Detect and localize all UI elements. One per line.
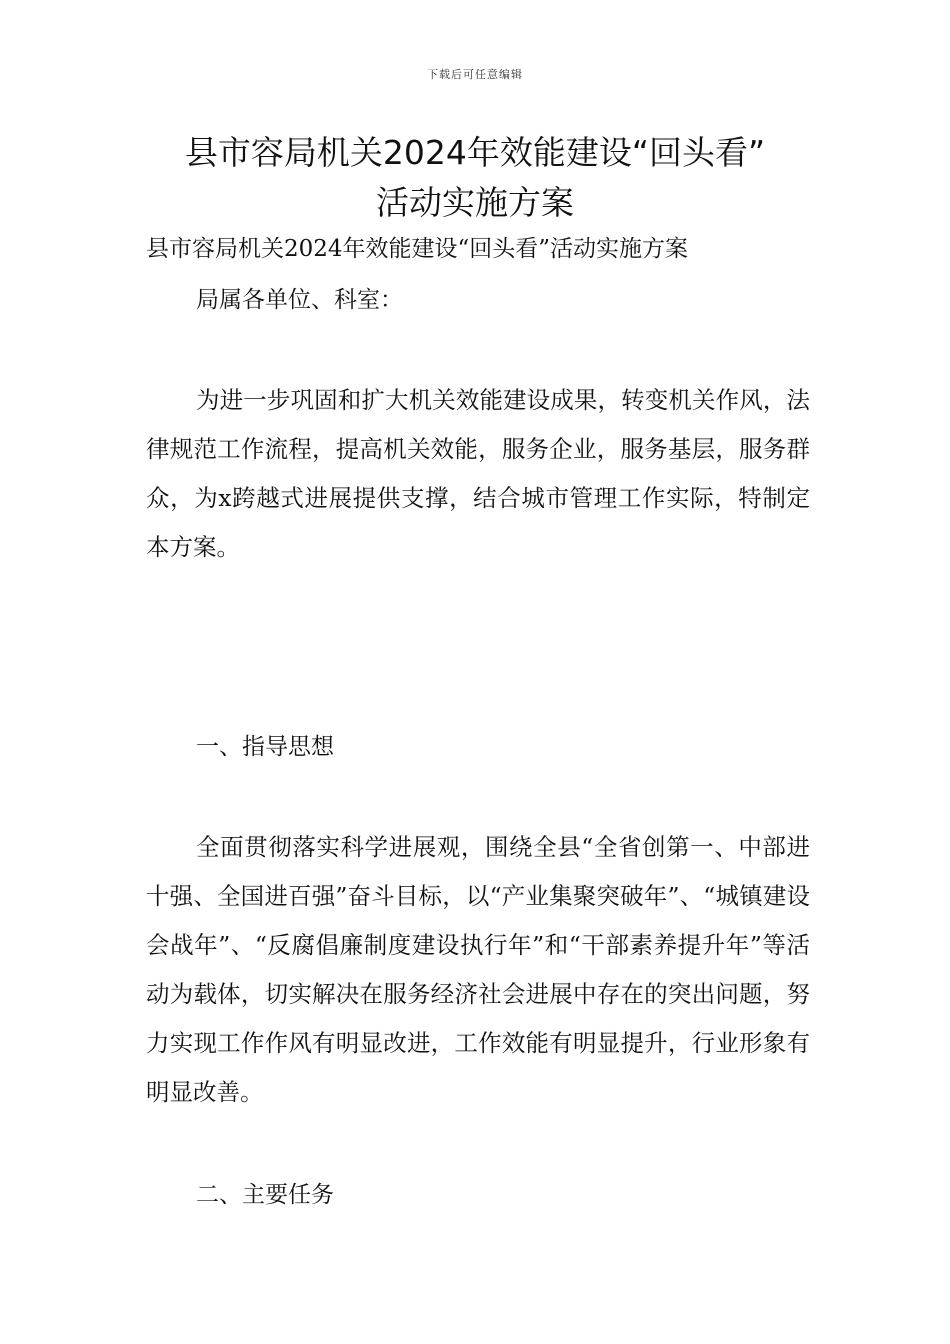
document-title-line-2: 活动实施方案 — [376, 183, 574, 222]
section-heading-guiding-ideology: 一、指导思想 — [196, 734, 334, 760]
document-subtitle: 县市容局机关2024年效能建设“回头看”活动实施方案 — [146, 236, 689, 262]
header-note: 下载后可任意编辑 — [427, 68, 523, 81]
intro-paragraph: 为进一步巩固和扩大机关效能建设成果，转变机关作风，法律规范工作流程，提高机关效能，服务企业，服务基层，服务群众，为x跨越式进展提供支撑，结合城市管理工作实际，特制定本方案。 — [146, 386, 810, 561]
guiding-ideology-paragraph: 全面贯彻落实科学进展观，围绕全县“全省创第一、中部进十强、全国进百强”奋斗目标，以“产业集聚突破年”、“城镇建设会战年”、“反腐倡廉制度建设执行年”和“干部素养提升年”等活动为载体，切实解决在服务经济社会进展中存在的突出问题，努力实现工作作风有明显改进，工作效能有明显提升，行业形象有明显改善。 — [146, 833, 810, 1106]
salutation: 局属各单位、科室： — [196, 287, 403, 313]
document-title-line-1: 县市容局机关2024年效能建设“回头看” — [184, 133, 766, 172]
section-heading-main-tasks: 二、主要任务 — [196, 1182, 334, 1208]
